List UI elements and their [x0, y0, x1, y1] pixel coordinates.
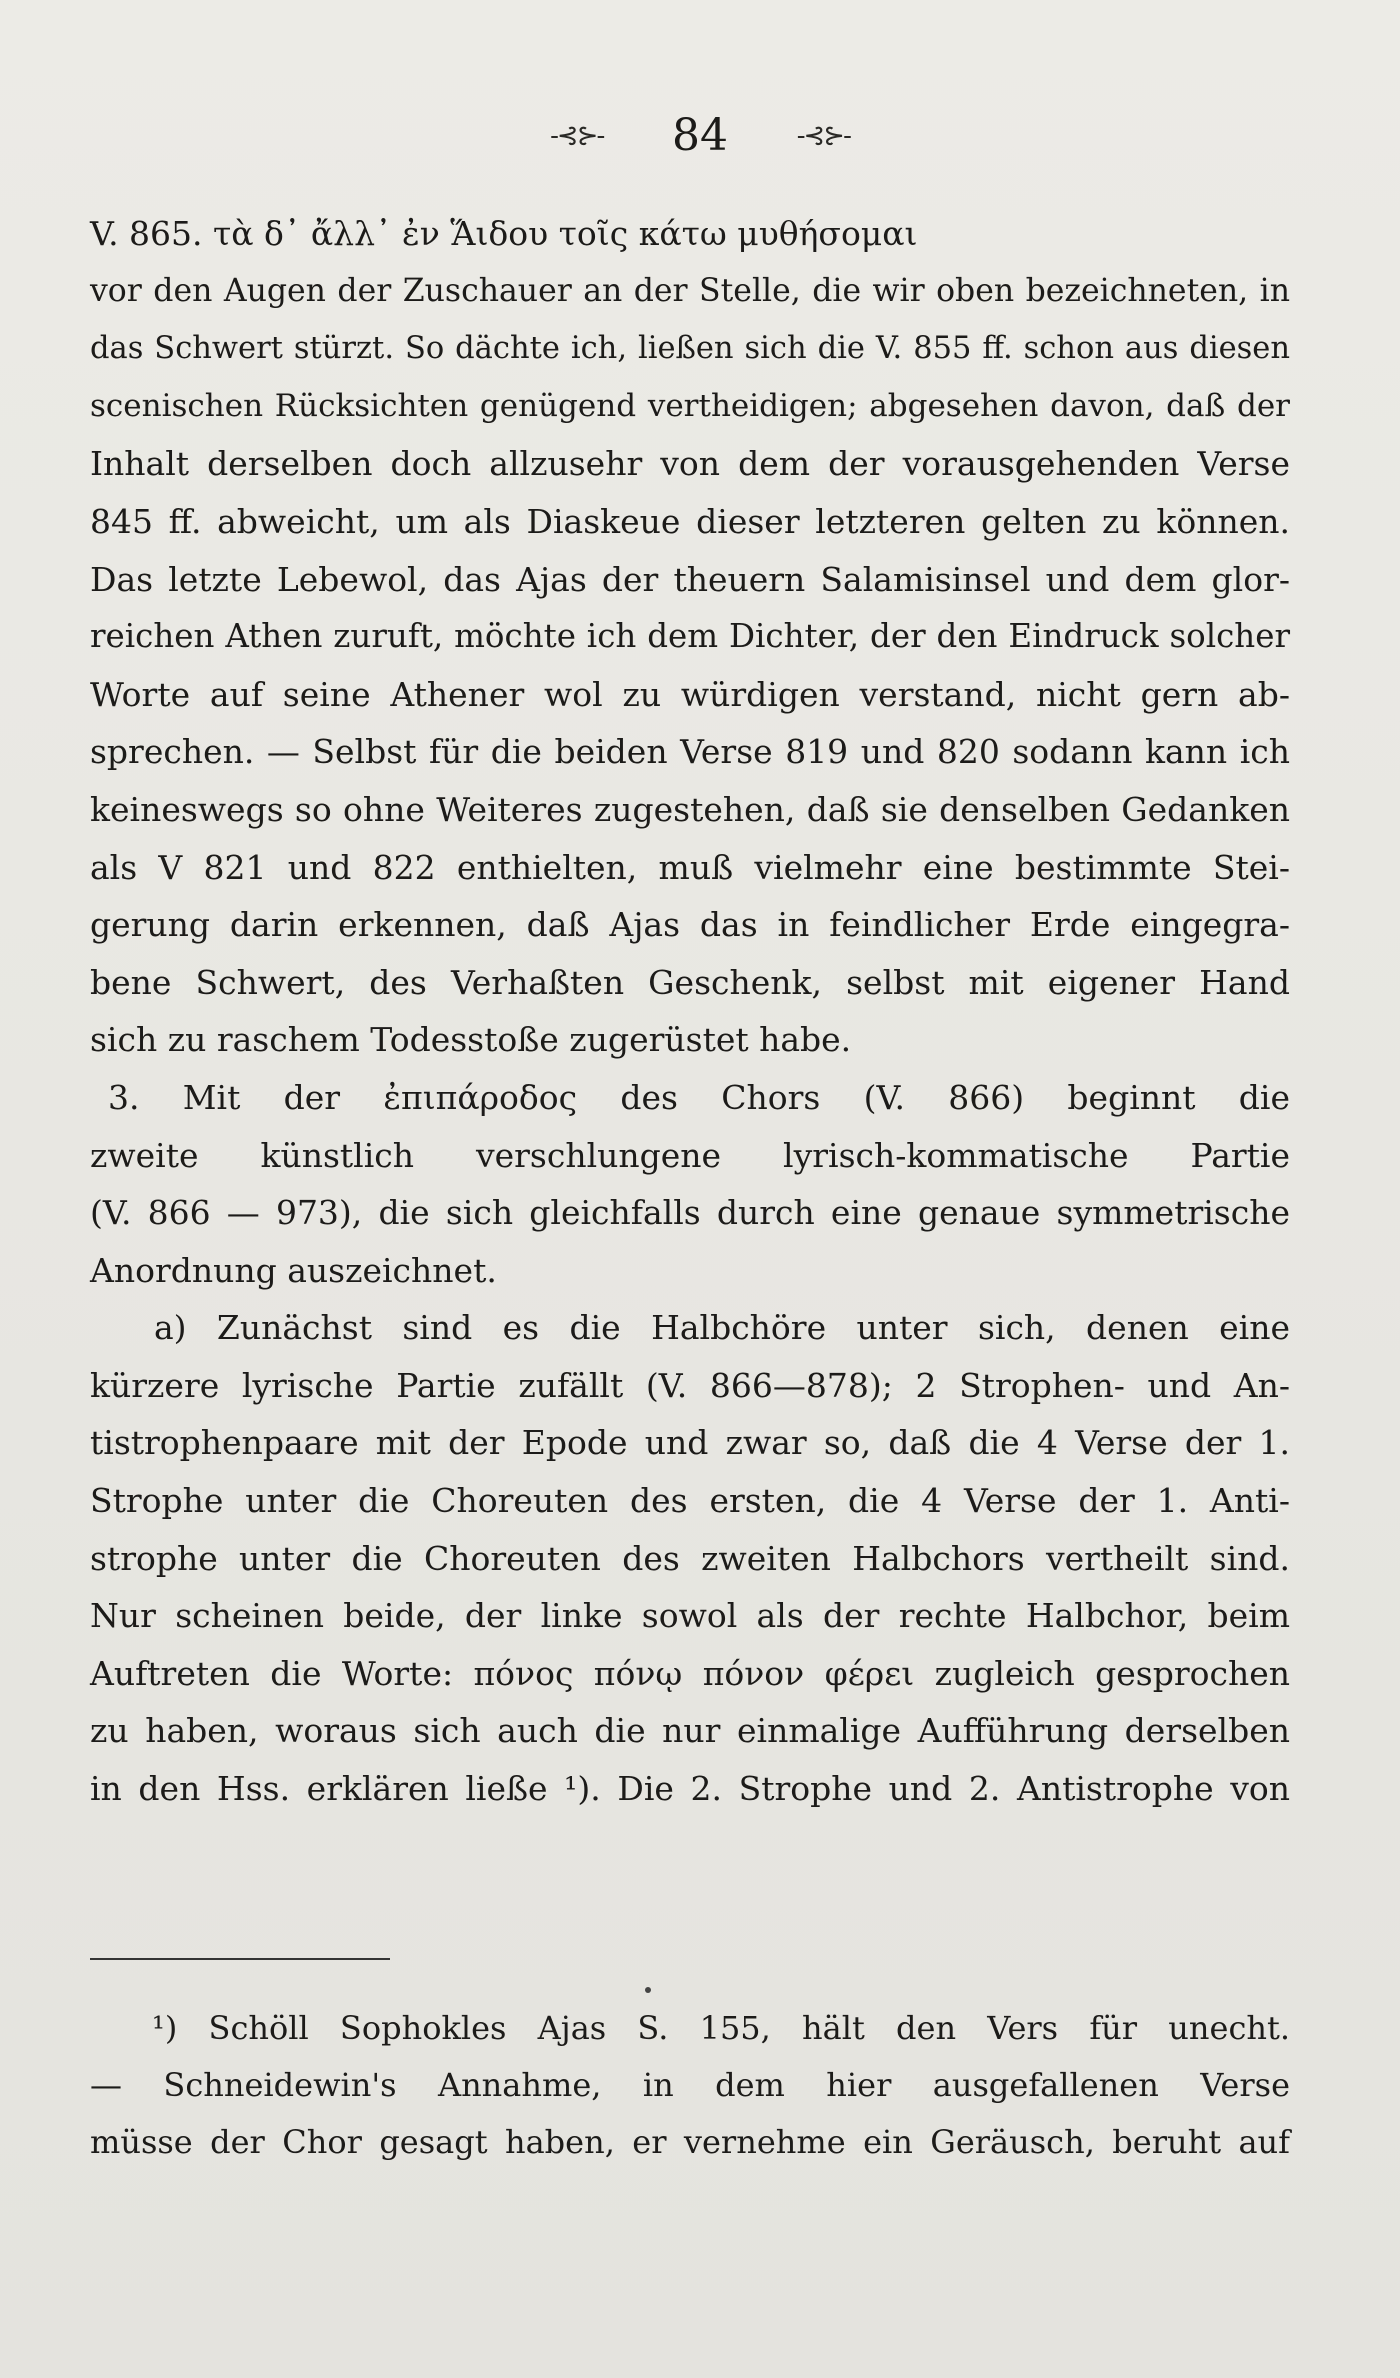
text-line: Anordnung auszeichnet.: [90, 1250, 497, 1290]
print-speck: [645, 1987, 651, 1993]
text-line: strophe unter die Choreuten des zweiten Halbchors vertheilt sind.: [90, 1538, 1290, 1578]
text-line: Nur scheinen beide, der linke sowol als der rechte Halbchor, beim: [90, 1596, 1290, 1636]
text-line: zweite künstlich verschlungene lyrisch-kommatische Partie: [90, 1135, 1290, 1175]
text-line: als V 821 und 822 enthielten, muß vielmehr eine bestimmte Stei-: [90, 847, 1290, 887]
text-line: Strophe unter die Choreuten des ersten, die 4 Verse der 1. Anti-: [90, 1481, 1290, 1521]
text-line: sich zu raschem Todesstoße zugerüstet habe.: [90, 1020, 852, 1060]
text-line: reichen Athen zuruft, möchte ich dem Dichter, der den Eindruck solcher: [90, 617, 1290, 656]
footnote-line: — Schneidewin's Annahme, in dem hier ausgefallenen Verse: [90, 2066, 1290, 2104]
footnote-line: müsse der Chor gesagt haben, er vernehme ein Geräusch, beruht auf: [90, 2123, 1290, 2161]
text-line: (V. 866 — 973), die sich gleichfalls durch eine genaue symmetrische: [90, 1193, 1290, 1233]
text-line: keineswegs so ohne Weiteres zugestehen, daß sie denselben Gedanken: [90, 789, 1290, 829]
text-line: kürzere lyrische Partie zufällt (V. 866—878); 2 Strophen- und An-: [90, 1365, 1290, 1405]
text-line: gerung darin erkennen, daß Ajas das in feindlicher Erde eingegra-: [90, 905, 1290, 945]
text-line: 845 ff. abweicht, um als Diaskeue dieser letzteren gelten zu können.: [90, 501, 1290, 541]
text-line: Auftreten die Worte: πόνος πόνῳ πόνον φέρει zugleich gesprochen: [90, 1653, 1290, 1693]
text-line: scenischen Rücksichten genügend vertheidigen; abgesehen davon, daß der: [90, 387, 1290, 424]
text-line: bene Schwert, des Verhaßten Geschenk, selbst mit eigener Hand: [90, 962, 1290, 1002]
text-line: das Schwert stürzt. So dächte ich, ließen sich die V. 855 ff. schon aus diesen: [90, 331, 1290, 367]
main-text: [90, 205, 1290, 1818]
footnotes: [90, 2000, 1290, 2171]
text-line: tistrophenpaare mit der Epode und zwar so, daß die 4 Verse der 1.: [90, 1423, 1290, 1463]
page-header: [0, 108, 1400, 161]
text-line: sprechen. — Selbst für die beiden Verse 819 und 820 sodann kann ich: [90, 732, 1290, 772]
text-line: Worte auf seine Athener wol zu würdigen verstand, nicht gern ab-: [90, 674, 1290, 714]
subsection-a-start: a) Zunächst sind es die Halbchöre unter sich, denen eine: [154, 1308, 1290, 1348]
verse-heading: V. 865. τὰ δ᾽ ἄλλ᾽ ἐν Ἅιδου τοῖς κάτω μυθήσομαι: [90, 214, 918, 253]
ornament-left: -⊰⊱-: [550, 121, 604, 151]
text-line: in den Hss. erklären ließe ¹). Die 2. Strophe und 2. Antistrophe von: [90, 1769, 1290, 1809]
footnote-line: ¹) Schöll Sophokles Ajas S. 155, hält den Vers für unecht.: [152, 2009, 1290, 2047]
text-line: Inhalt derselben doch allzusehr von dem der vorausgehenden Verse: [90, 444, 1290, 484]
text-line: vor den Augen der Zuschauer an der Stelle, die wir oben bezeichneten, in: [90, 272, 1290, 309]
ornament-right: -⊰⊱-: [796, 121, 850, 151]
page-number: 84: [672, 110, 728, 161]
text-line: Das letzte Lebewol, das Ajas der theuern Salamisinsel und dem glor-: [90, 559, 1290, 599]
footnote-rule: [90, 1958, 390, 1960]
section-3-start: 3. Mit der ἐπιπάροδος des Chors (V. 866) beginnt die: [108, 1077, 1290, 1117]
text-line: zu haben, woraus sich auch die nur einmalige Aufführung derselben: [90, 1711, 1290, 1751]
